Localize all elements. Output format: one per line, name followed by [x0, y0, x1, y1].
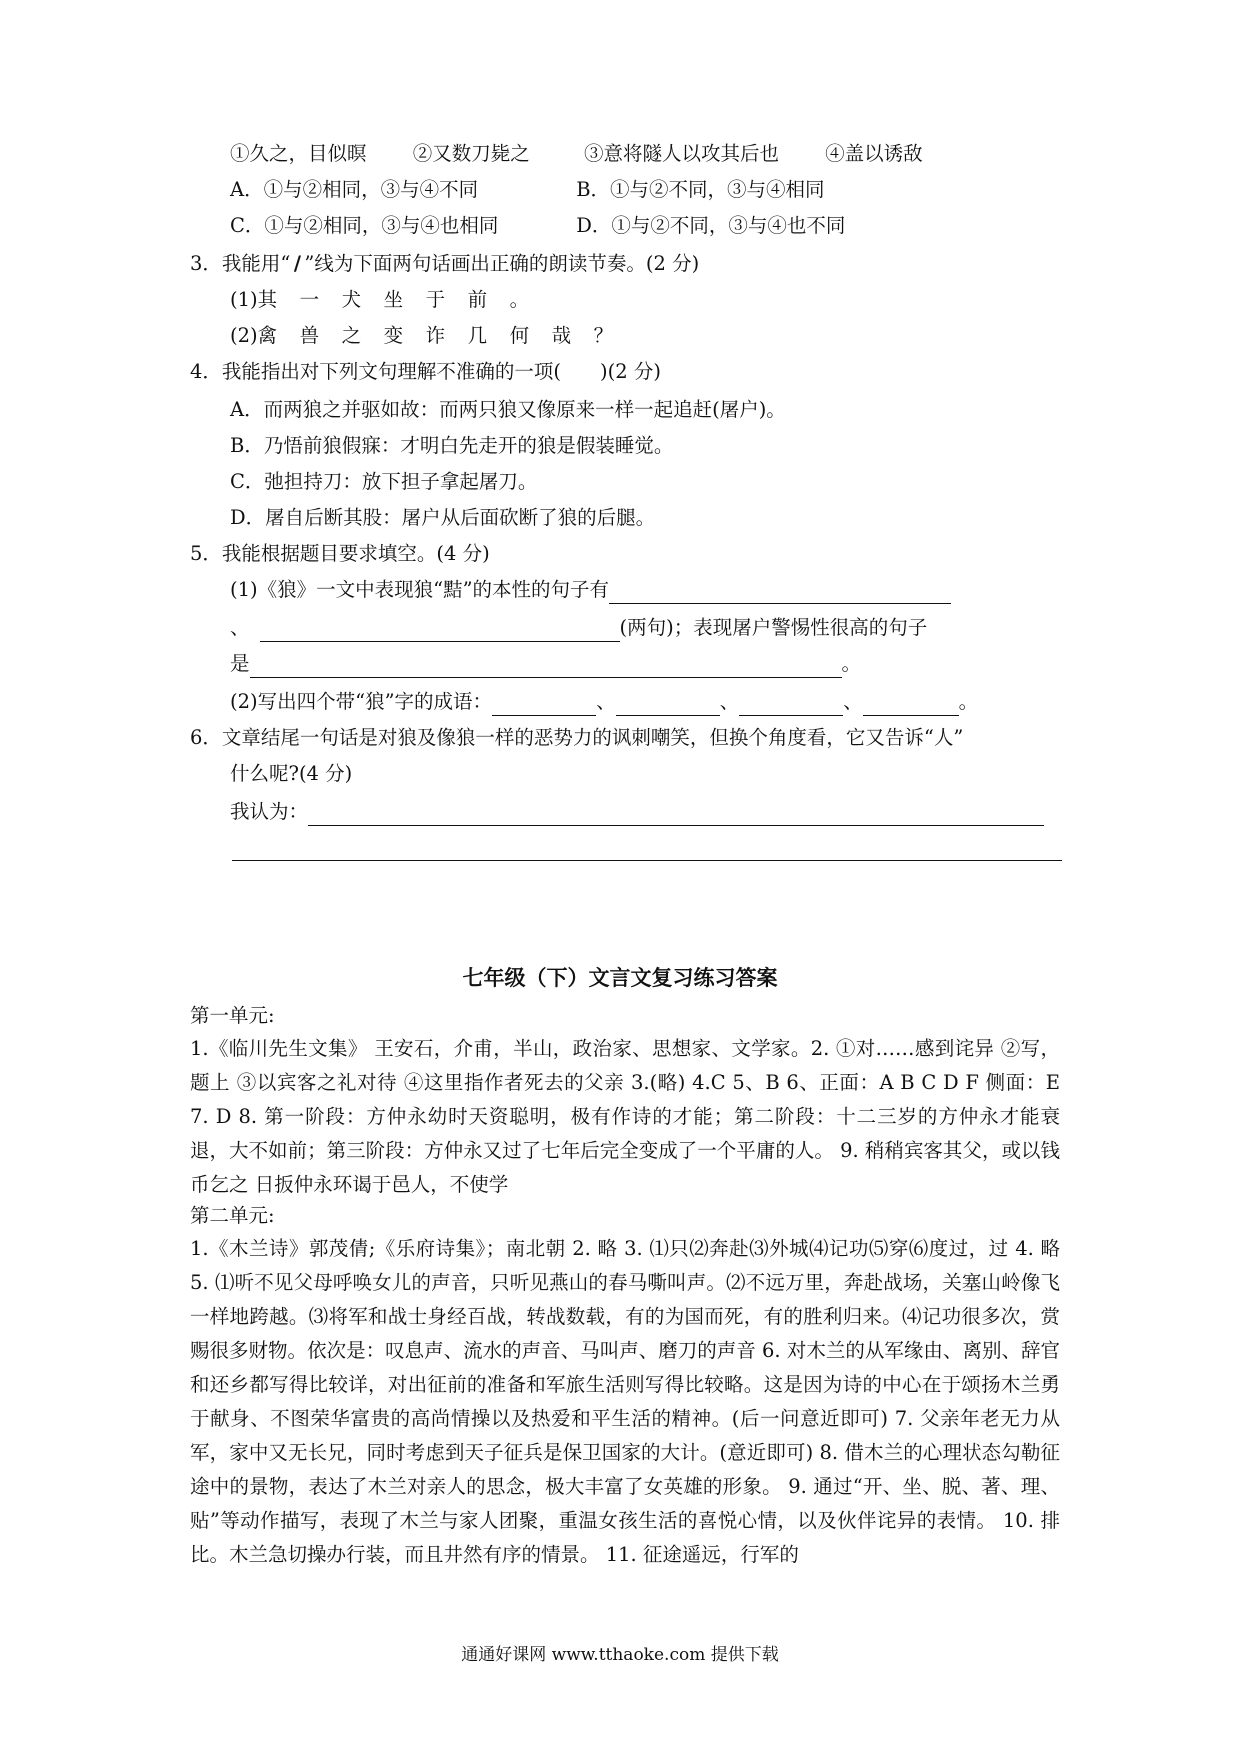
q6-stem-line1: 6．文章结尾一句话是对狼及像狼一样的恶势力的讽刺嘲笑，但换个角度看，它又告诉“人” [190, 726, 964, 749]
q5-part2-text: (2)写出四个带“狼”字的成语： [230, 690, 493, 713]
unit1-answers: 1.《临川先生文集》 王安石，介甫，半山，政治家、思想家、文学家。2. ①对……感到诧异 ②写，题上 ③以宾客之礼对待 ④这里指作者死去的父亲 3.(略) 4.C 5、B 6、正面：A B C D F 侧面：E 7. D 8. 第一阶段：方仲永幼时天资聪明，极有作诗的才能；第二阶段：十二三岁的方仲永才能衰退，大不如前；第三阶段：方仲永又过了七年后完全变成了一个平庸的人。 9. 稍稍宾客其父，或以钱币乞之 日扳仲永环谒于邑人，不使学 [190, 1037, 1060, 1196]
q4-option-c: C．弛担持刀：放下担子拿起屠刀。 [230, 470, 538, 493]
answer-blank[interactable] [492, 693, 596, 716]
q3-char: 哉 [551, 324, 572, 347]
q5-end: 。 [958, 690, 979, 713]
q3-sentence-1 [230, 286, 552, 314]
q4-stem: 4．我能指出对下列文句理解不准确的一项( )(2 分) [190, 360, 661, 383]
q3-char: 兽 [299, 324, 320, 347]
q5-part1-line1 [230, 576, 951, 604]
q5-part1-line2 [230, 614, 927, 642]
q2-option-a: A．①与②相同，③与④不同 [230, 178, 479, 201]
slash-mark: / [293, 252, 301, 275]
unit2-answers: 1.《木兰诗》郭茂倩;《乐府诗集》；南北朝 2. 略 3. ⑴只⑵奔赴⑶外城⑷记功⑸穿⑹度过，过 4. 略 5. ⑴听不见父母呼唤女儿的声音，只听见燕山的春马嘶叫声。⑵不远万里，奔赴战场，关塞山岭像飞一样地跨越。⑶将军和战士身经百战，转战数载，有的为国而死，有的胜利归来。⑷记功很多次，赏赐很多财物。依次是：叹息声、流水的声音、马叫声、磨刀的声音 6. 对木兰的从军缘由、离别、辞官和还乡都写得比较详，对出征前的准备和军旅生活则写得比较略。这是因为诗的中心在于颂扬木兰勇于献身、不图荣华富贵的高尚情操以及热爱和平生活的精神。(后一问意近即可) 7. 父亲年老无力从军，家中又无长兄，同时考虑到天子征兵是保卫国家的大计。(意近即可) 8. 借木兰的心理状态勾勒征途中的景物，表达了木兰对亲人的思念，极大丰富了女英雄的形象。 9. 通过“开、坐、脱、著、理、贴”等动作描写，表现了木兰与家人团聚，重温女孩生活的喜悦心情，以及伙伴诧异的表情。 10. 排比。木兰急切操办行装，而且井然有序的情景。 11. 征途遥远，行军的 [190, 1237, 1060, 1566]
q5-part1-end: 。 [841, 652, 862, 675]
answer-blank[interactable] [863, 693, 959, 716]
answer-blank[interactable] [232, 860, 1062, 861]
q3-char: 之 [341, 324, 362, 347]
q4-option-d: D．屠自后断其股：屠户从后面砍断了狼的后腿。 [230, 506, 656, 529]
q3-char: 一 [299, 288, 320, 311]
answer-blank[interactable] [308, 803, 1044, 826]
answer-blank[interactable] [739, 693, 843, 716]
q5-part1-text2: (两句)；表现屠户警惕性很高的句子 [619, 616, 928, 639]
q2-item-2: ②又数刀毙之 [412, 142, 530, 165]
footer-credit: 通通好课网 www.tthaoke.com 提供下载 [461, 1645, 779, 1665]
q4-option-a: A．而两狼之并驱如故：而两只狼又像原来一样一起追赶(屠户)。 [230, 398, 786, 421]
q6-answer-line [230, 798, 1044, 826]
q2-option-c: C．①与②相同，③与④也相同 [230, 214, 499, 237]
q4-option-b: B．乃悟前狼假寐：才明白先走开的狼是假装睡觉。 [230, 434, 674, 457]
q3-char: 变 [383, 324, 404, 347]
q3-char: 于 [425, 288, 446, 311]
q5-sep: 、 [719, 690, 740, 713]
q3-stem-post: ”线为下面两句话画出正确的朗读节奏。(2 分) [304, 252, 700, 275]
answer-blank[interactable] [250, 655, 842, 678]
q5-part1-line3 [230, 650, 861, 678]
q3-char: 禽 [257, 324, 278, 347]
q5-part1-text: (1)《狼》一文中表现狼“黠”的本性的句子有 [230, 578, 610, 601]
unit1-title: 第一单元: [190, 1004, 275, 1027]
q3-char: 诈 [425, 324, 446, 347]
q5-part2 [230, 688, 978, 716]
q3-s1-label: (1) [230, 288, 258, 311]
q2-option-d: D．①与②不同，③与④也不同 [576, 214, 846, 237]
q3-char: 几 [467, 324, 488, 347]
q3-char: 其 [257, 288, 278, 311]
q2-item-3: ③意将隧人以攻其后也 [583, 142, 779, 165]
answer-blank[interactable] [616, 693, 720, 716]
q5-part1-text3: 是 [230, 652, 250, 675]
answer-blank[interactable] [260, 619, 620, 642]
answers-title: 七年级（下）文言文复习练习答案 [462, 965, 778, 990]
q3-char: 何 [509, 324, 530, 347]
q3-sentence-2 [230, 322, 636, 350]
unit2-title: 第二单元: [190, 1204, 275, 1227]
q3-char: 前 [467, 288, 488, 311]
q5-stem: 5．我能根据题目要求填空。(4 分) [190, 542, 490, 565]
q6-answer-label: 我认为： [230, 800, 309, 823]
q2-items [230, 140, 923, 168]
q2-options-ab [230, 176, 825, 204]
q2-item-4: ④盖以诱敌 [825, 142, 923, 165]
q5-sep: 、 [230, 616, 250, 639]
answer-blank[interactable] [609, 581, 951, 604]
q3-s2-label: (2) [230, 324, 258, 347]
q3-stem [190, 250, 699, 278]
q3-stem-pre: 3．我能用“ [190, 252, 291, 275]
q2-option-b: B．①与②不同，③与④相同 [576, 178, 825, 201]
q5-sep: 、 [596, 690, 616, 713]
q6-stem-line2: 什么呢?(4 分) [230, 762, 353, 785]
q2-item-1: ①久之，目似暝 [230, 142, 367, 165]
q5-sep: 、 [843, 690, 863, 713]
q3-char: 。 [509, 288, 530, 311]
q3-char: 犬 [341, 288, 362, 311]
q3-char: 坐 [383, 288, 404, 311]
q2-options-cd [230, 212, 845, 240]
q3-char: ？ [593, 324, 614, 347]
